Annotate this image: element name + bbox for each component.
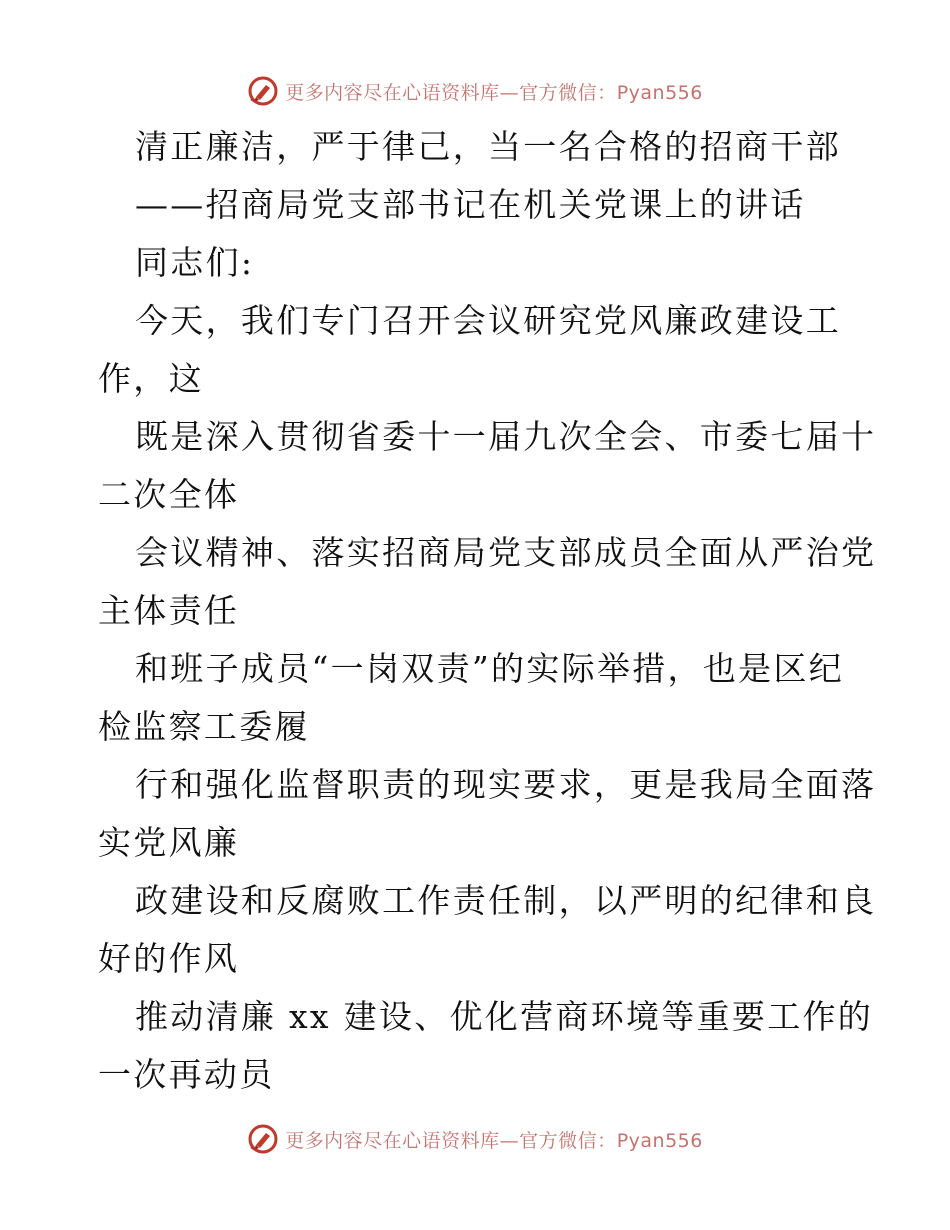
watermark-text: 更多内容尽在心语资料库—官方微信：Pyan556 (285, 81, 703, 104)
pen-logo-icon (247, 75, 279, 107)
footer-watermark (0, 1119, 950, 1159)
paragraph-line: 会议精神、落实招商局党支部成员全面从严治党 (135, 533, 877, 572)
paragraph-line: 行和强化监督职责的现实要求，更是我局全面落 (135, 765, 877, 804)
paragraph-line: 一次再动员 (98, 1055, 275, 1094)
paragraph-line: 二次全体 (98, 475, 240, 514)
paragraph-line: 主体责任 (98, 591, 240, 630)
paragraph-line: 检监察工委履 (98, 707, 310, 746)
watermark-text: 更多内容尽在心语资料库—官方微信：Pyan556 (285, 1129, 703, 1152)
paragraph-line: 推动清廉 xx 建设、优化营商环境等重要工作的 (135, 997, 874, 1036)
paragraph-line: 实党风廉 (98, 823, 240, 862)
document-subtitle: ——招商局党支部书记在机关党课上的讲话 (135, 185, 806, 224)
salutation: 同志们: (135, 243, 255, 282)
pen-logo-icon (247, 1123, 279, 1155)
document-title: 清正廉洁，严于律己，当一名合格的招商干部 (135, 127, 841, 166)
paragraph-line: 既是深入贯彻省委十一届九次全会、市委七届十 (135, 417, 877, 456)
header-watermark (0, 71, 950, 111)
paragraph-line: 和班子成员“一岗双责”的实际举措，也是区纪 (135, 649, 845, 688)
paragraph-line: 今天，我们专门召开会议研究党风廉政建设工 (135, 301, 841, 340)
paragraph-line: 政建设和反腐败工作责任制，以严明的纪律和良 (135, 881, 877, 920)
paragraph-line: 作，这 (98, 359, 204, 398)
paragraph-line: 好的作风 (98, 939, 240, 978)
